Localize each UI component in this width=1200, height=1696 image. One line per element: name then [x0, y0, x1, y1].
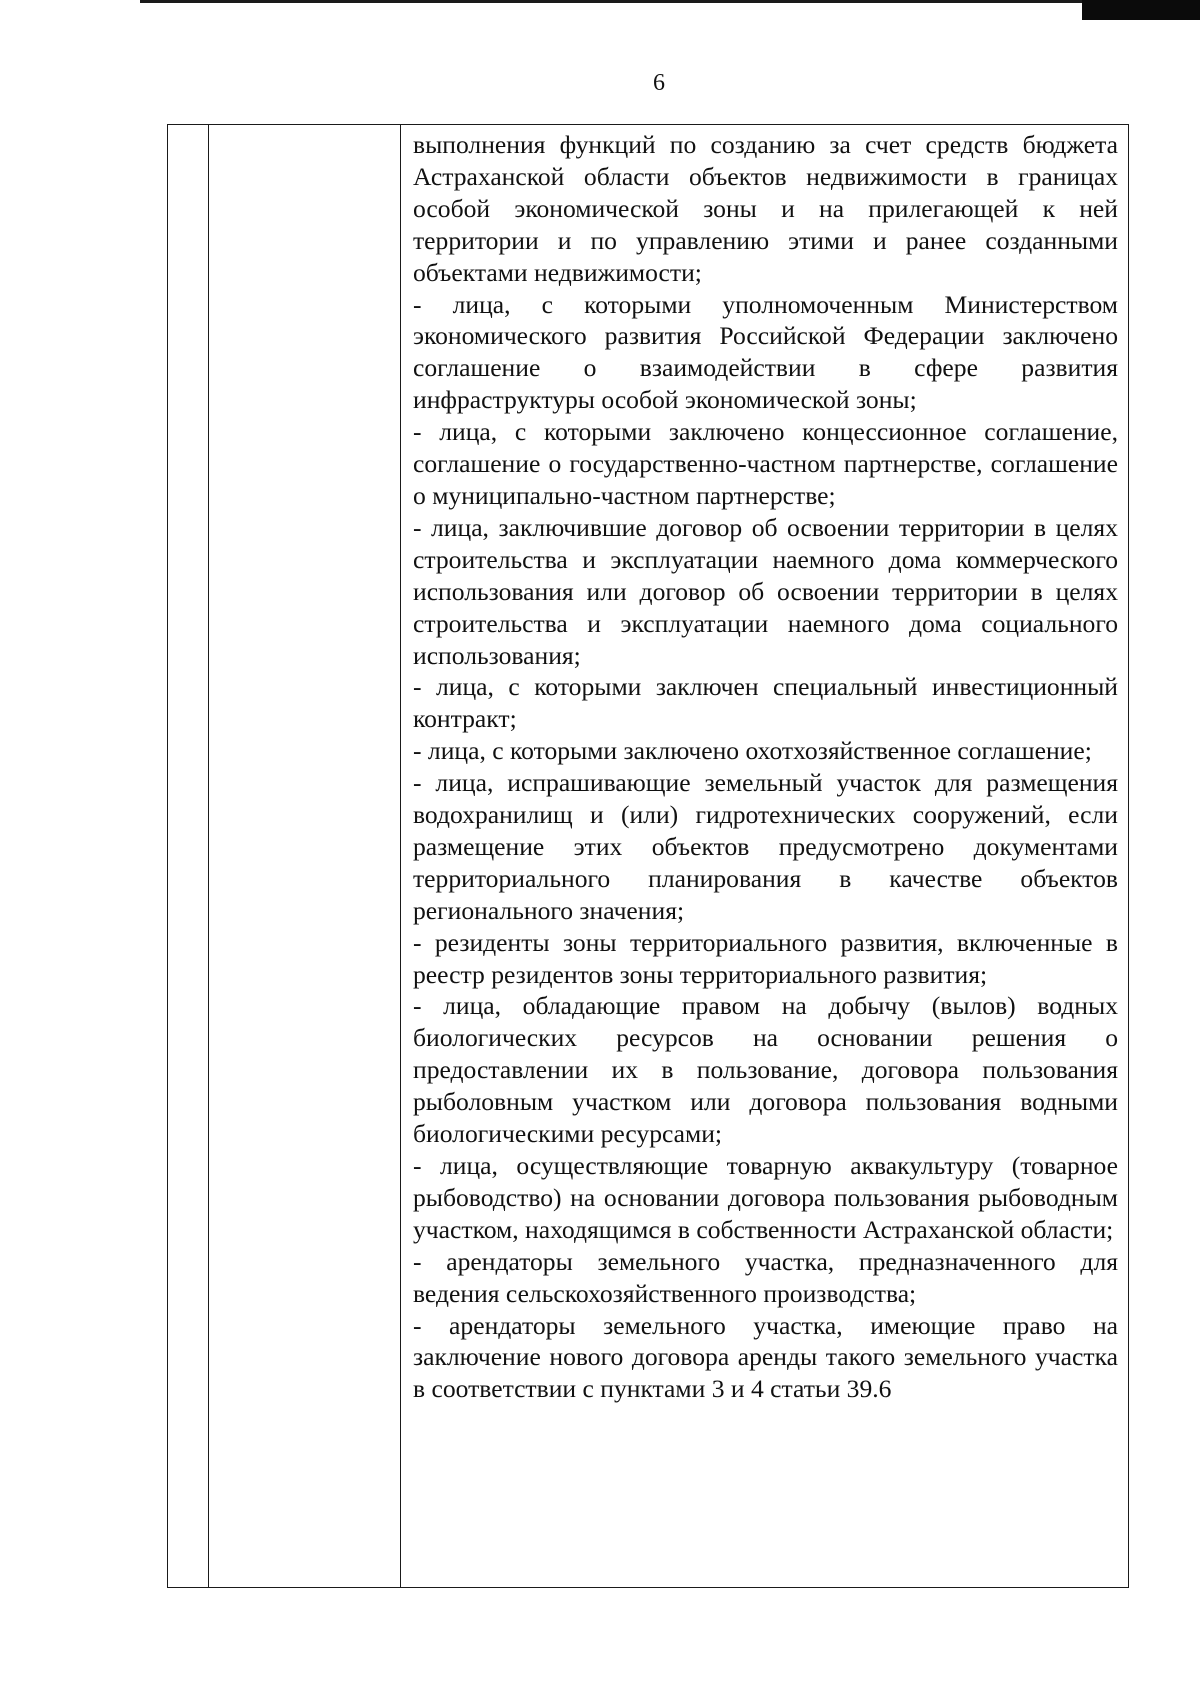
paragraph-12: - арендаторы земельного участка, имеющие право на заключение нового договора аренды такого земельного участка в соответствии с пунктами 3 и 4 статьи 39.6 [413, 1310, 1118, 1404]
paragraph-9: - лица, обладающие правом на добычу (вылов) водных биологических ресурсов на основании решения о предоставлении их в пользование, договора пользования рыболовным участком или договора пользования водными биологическими ресурсами; [413, 991, 1118, 1149]
paragraph-3: - лица, с которыми заключено концессионное соглашение, соглашение о государственно-частном партнерстве, соглашение о муниципально-частном партнерстве; [413, 417, 1118, 510]
scan-edge-top [140, 0, 1090, 3]
column-divider-2 [400, 125, 401, 1587]
paragraph-10: - лица, осуществляющие товарную аквакультуру (товарное рыбоводство) на основании договора пользования рыбоводным участком, находящимся в собственности Астраханской области; [413, 1151, 1118, 1244]
page-number: 6 [653, 70, 665, 96]
paragraph-7: - лица, испрашивающие земельный участок для размещения водохранилищ и (или) гидротехнических сооружений, если размещение этих объектов предусмотрено документами территориального планирования в качестве объектов регионального значения; [413, 768, 1118, 925]
table-cell-text [413, 129, 1118, 1405]
scan-edge-corner [1082, 0, 1200, 20]
paragraph-11: - арендаторы земельного участка, предназначенного для ведения сельскохозяйственного производства; [413, 1246, 1118, 1308]
paragraph-6: - лица, с которыми заключено охотхозяйственное соглашение; [413, 736, 1092, 766]
paragraph-2: - лица, с которыми уполномоченным Министерством экономического развития Российской Федерации заключено соглашение о взаимодействии в сфере развития инфраструктуры особой экономической зоны; [413, 289, 1118, 415]
paragraph-8: - резиденты зоны территориального развития, включенные в реестр резидентов зоны территориального развития; [413, 927, 1118, 989]
paragraph-4: - лица, заключившие договор об освоении территории в целях строительства и эксплуатации наемного дома коммерческого использования или договор об освоении территории в целях строительства и эксплуатации наемного дома социального использования; [413, 512, 1118, 670]
document-table [167, 124, 1129, 1588]
paragraph-5: - лица, с которыми заключен специальный инвестиционный контракт; [413, 672, 1118, 734]
column-divider-1 [208, 125, 209, 1587]
paragraph-1: выполнения функций по созданию за счет средств бюджета Астраханской области объектов недвижимости в границах особой экономической зоны и на прилегающей к ней территории и по управлению этими и ранее созданными объектами недвижимости; [413, 130, 1118, 287]
